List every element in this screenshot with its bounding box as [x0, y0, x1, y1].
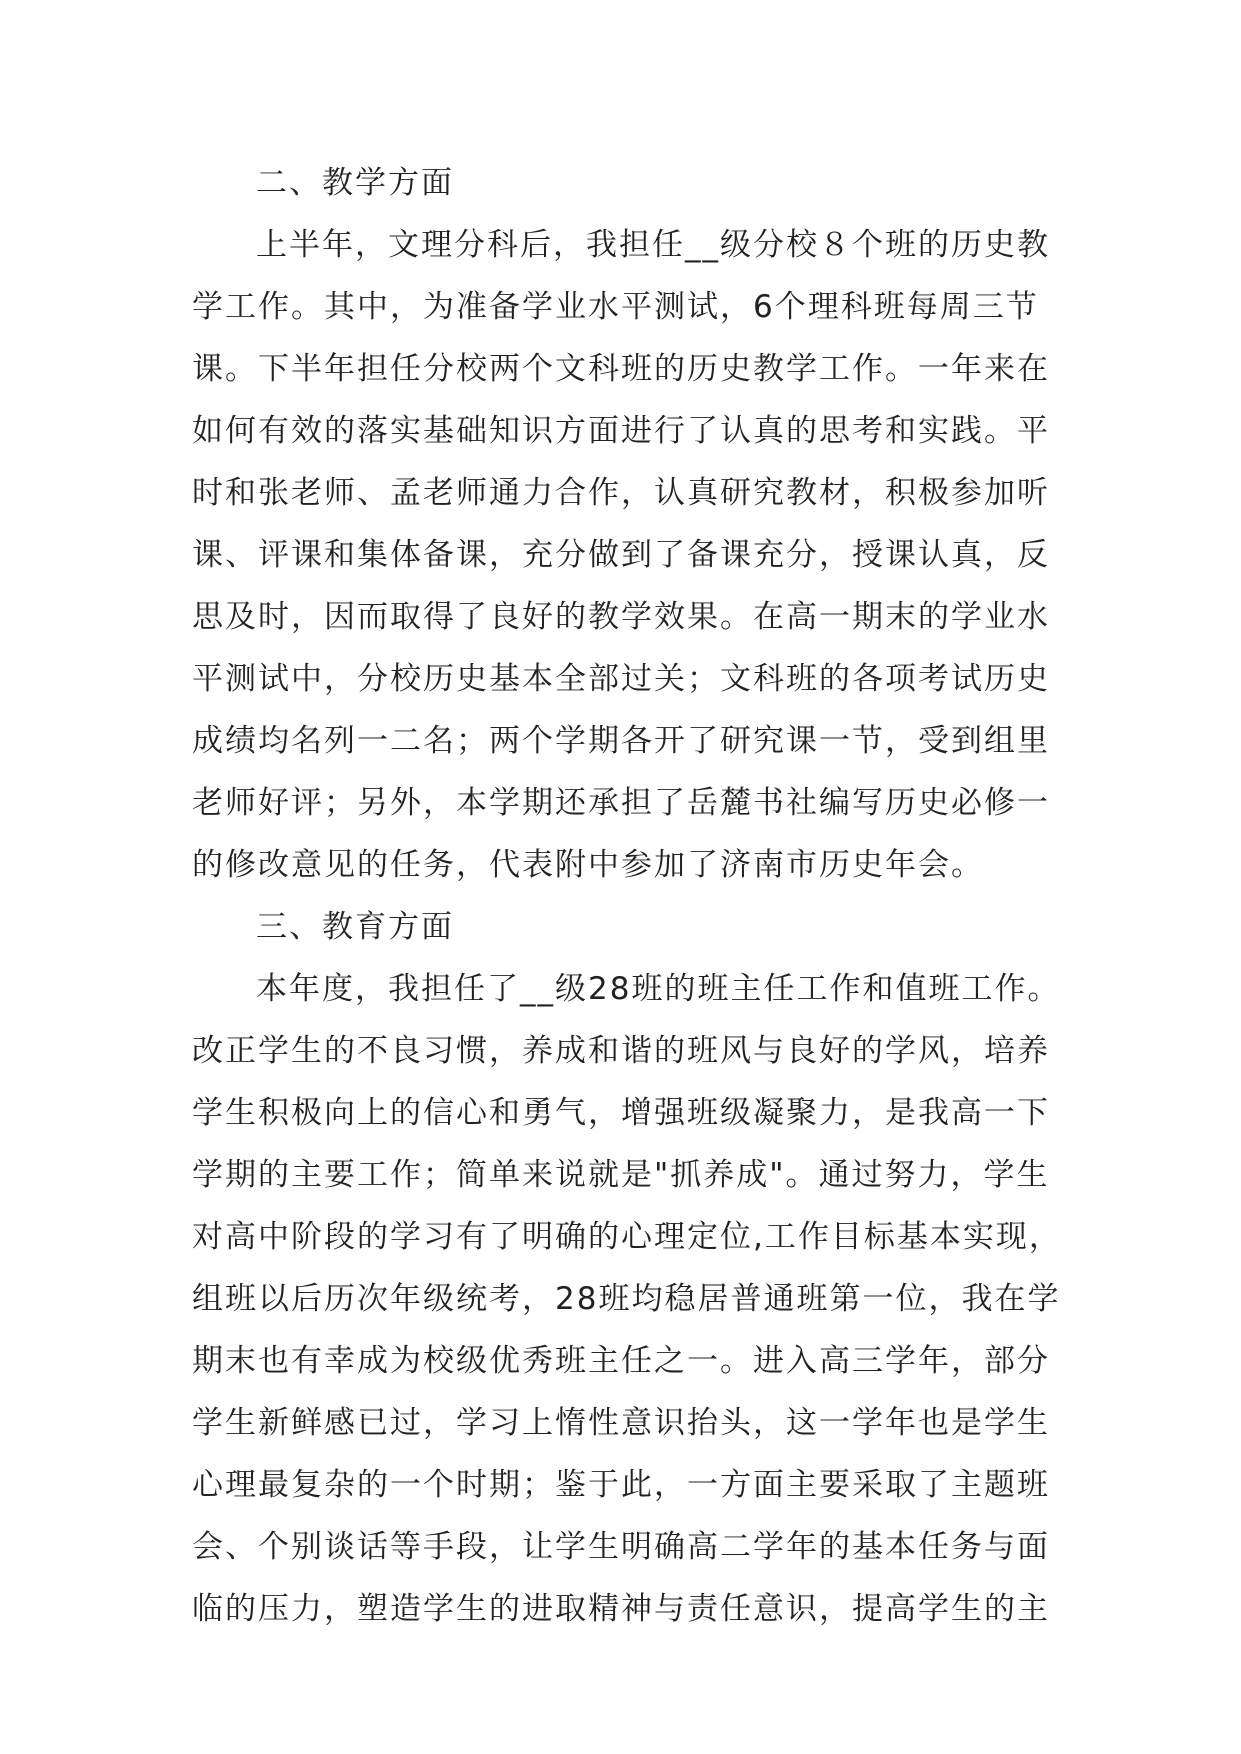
paragraph-line: 学工作。其中，为准备学业水平测试，6个理科班每周三节 [192, 289, 1039, 325]
paragraph-line: 组班以后历次年级统考，28班均稳居普通班第一位，我在学 [192, 1281, 1061, 1317]
paragraph-line: 学期的主要工作；简单来说就是"抓养成"。通过努力，学生 [192, 1157, 1050, 1193]
paragraph-line: 对高中阶段的学习有了明确的心理定位,工作目标基本实现， [192, 1219, 1062, 1255]
paragraph-line: 课。下半年担任分校两个文科班的历史教学工作。一年来在 [192, 351, 1050, 387]
section-heading-teaching: 二、教学方面 [256, 165, 454, 201]
section-heading-education: 三、教育方面 [256, 909, 454, 945]
paragraph-education [192, 958, 1062, 1640]
document-body [192, 152, 1062, 1640]
paragraph-line: 本年度，我担任了__级28班的班主任工作和值班工作。 [256, 971, 1061, 1007]
paragraph-line: 学生积极向上的信心和勇气，增强班级凝聚力，是我高一下 [192, 1095, 1050, 1131]
paragraph-line: 老师好评；另外，本学期还承担了岳麓书社编写历史必修一 [192, 785, 1050, 821]
paragraph-line: 改正学生的不良习惯，养成和谐的班风与良好的学风，培养 [192, 1033, 1050, 1069]
paragraph-teaching [192, 214, 1056, 896]
paragraph-line: 时和张老师、孟老师通力合作，认真研究教材，积极参加听 [192, 475, 1050, 511]
paragraph-line: 课、评课和集体备课，充分做到了备课充分，授课认真，反 [192, 537, 1050, 573]
paragraph-line: 期末也有幸成为校级优秀班主任之一。进入高三学年，部分 [192, 1343, 1050, 1379]
paragraph-line: 成绩均名列一二名；两个学期各开了研究课一节，受到组里 [192, 723, 1050, 759]
paragraph-line: 的修改意见的任务，代表附中参加了济南市历史年会。 [192, 847, 984, 883]
paragraph-line: 心理最复杂的一个时期；鉴于此，一方面主要采取了主题班 [192, 1467, 1050, 1503]
paragraph-line: 思及时，因而取得了良好的教学效果。在高一期末的学业水 [192, 599, 1050, 635]
paragraph-line: 学生新鲜感已过，学习上惰性意识抬头，这一学年也是学生 [192, 1405, 1050, 1441]
paragraph-line: 会、个别谈话等手段，让学生明确高二学年的基本任务与面 [192, 1529, 1050, 1565]
paragraph-line: 如何有效的落实基础知识方面进行了认真的思考和实践。平 [192, 413, 1050, 449]
paragraph-line: 临的压力，塑造学生的进取精神与责任意识，提高学生的主 [192, 1591, 1050, 1627]
paragraph-line: 上半年，文理分科后，我担任__级分校８个班的历史教 [256, 227, 1050, 263]
paragraph-line: 平测试中，分校历史基本全部过关；文科班的各项考试历史 [192, 661, 1050, 697]
